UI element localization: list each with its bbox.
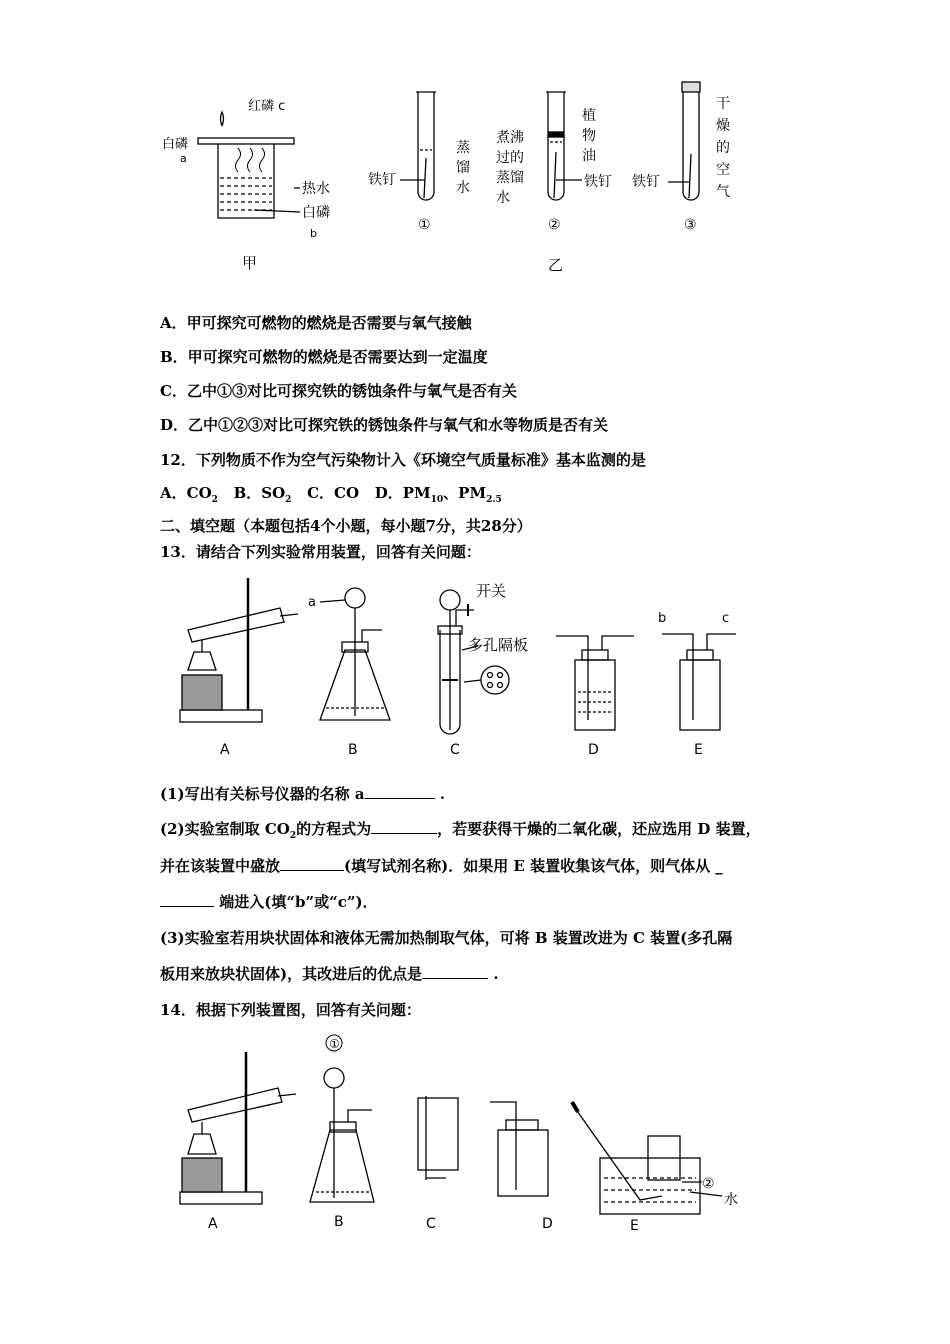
q13-part2-end [160, 891, 378, 912]
q13-part3: (3)实验室若用块状固体和液体无需加热制取气体，可将 B 装置改进为 C 装置(多孔隔 [160, 929, 733, 947]
label-nail-3: 铁钉 [632, 174, 660, 190]
q13-caption-d: D [588, 742, 599, 758]
label-dry-4: 空 [716, 162, 730, 178]
q13-label-c: c [722, 611, 730, 626]
q13-p6-text: 板用来放块状固体)，其改进后的优点是 [160, 965, 423, 983]
q14-caption-c: C [426, 1216, 436, 1232]
label-dry-1: 干 [716, 96, 730, 112]
label-tube-1: ① [418, 217, 431, 233]
blank-equation[interactable] [371, 819, 437, 834]
q13-part1 [160, 783, 445, 804]
label-dry-2: 燥 [716, 118, 730, 134]
q13-caption-c: C [450, 742, 460, 758]
caption-jia: 甲 [242, 254, 258, 272]
q14-caption-d: D [542, 1216, 553, 1232]
q14-label-water: 水 [724, 1192, 738, 1208]
q13-p2-text-c: ，若要获得干燥的二氧化碳，还应选用 D 装置， [437, 820, 761, 838]
q14-caption-a: A [208, 1216, 218, 1232]
label-white-phosphorus-a: 白磷 [162, 137, 189, 152]
q12-sub-a: 2 [211, 495, 218, 505]
blank-a[interactable] [365, 784, 435, 799]
label-hot-water: 热水 [302, 181, 330, 197]
label-oil-1: 植 [582, 108, 596, 124]
label-red-phosphorus: 红磷 c [248, 99, 286, 114]
option-b: B．甲可探究可燃物的燃烧是否需要达到一定温度 [160, 348, 488, 366]
q13-p4-text: 端进入(填“b”或“c”)． [214, 893, 378, 911]
label-dry-3: 的 [716, 140, 730, 156]
q13-caption-b: B [348, 742, 358, 758]
q12-stem: 12．下列物质不作为空气污染物计入《环境空气质量标准》基本监测的是 [160, 451, 646, 469]
label-white-phosphorus-b: 白磷 [302, 205, 330, 221]
q13-p2-text-b: 的方程式为 [296, 820, 372, 838]
blank-reagent[interactable] [280, 856, 344, 871]
q14-label-one: ① [329, 1037, 340, 1051]
q12-sub-25: 2.5 [486, 495, 502, 505]
caption-yi: 乙 [548, 256, 564, 274]
q12-opt-b: B．SO [233, 484, 286, 502]
q13-p2-sub: 2 [289, 831, 297, 841]
label-steam-3: 水 [456, 180, 470, 196]
q14-caption-e: E [630, 1218, 639, 1234]
q12-sub-b: 2 [285, 495, 292, 505]
label-dry-5: 气 [716, 184, 730, 200]
q13-p3-text: 并在该装置中盛放 [160, 857, 281, 875]
section-title: 二、填空题（本题包括4个小题，每小题7分，共28分） [160, 517, 532, 535]
q13-part2-cont [160, 855, 723, 876]
q13-p6-end: . [488, 965, 499, 983]
q12-sub-10: 10 [430, 495, 444, 505]
label-steam-1: 蒸 [456, 140, 470, 156]
q12-options [160, 482, 502, 505]
option-d: D．乙中①②③对比可探究铁的锈蚀条件与氧气和水等物质是否有关 [160, 416, 609, 434]
label-nail-2: 铁钉 [584, 174, 612, 190]
q13-p3-text-b: (填写试剂名称)．如果用 E 装置收集该气体，则气体从 _ [344, 857, 723, 875]
q12-sep: 、PM [443, 484, 487, 502]
q13-caption-e: E [694, 742, 703, 758]
q13-label-b: b [658, 611, 667, 626]
q14-caption-b: B [334, 1214, 344, 1230]
label-boiled-2: 过的 [496, 150, 524, 166]
q13-apparatus-figure [170, 570, 750, 765]
q12-opt-d: D．PM [374, 484, 431, 502]
q13-label-switch: 开关 [476, 582, 507, 600]
label-steam-2: 馏 [456, 160, 470, 176]
label-a: a [180, 152, 187, 165]
q13-p1-text: (1)写出有关标号仪器的名称 a [160, 785, 365, 803]
label-oil-3: 油 [582, 148, 596, 164]
combustion-rust-figure [150, 80, 750, 280]
label-nail-1: 铁钉 [368, 172, 396, 188]
blank-advantage[interactable] [422, 964, 488, 979]
q13-part3-cont [160, 963, 499, 984]
label-oil-2: 物 [582, 128, 596, 144]
label-b: b [310, 227, 317, 240]
label-boiled-1: 煮沸 [496, 130, 524, 146]
q14-label-two: ② [702, 1176, 715, 1192]
label-tube-2: ② [548, 217, 561, 233]
q13-p2-text: (2)实验室制取 CO [160, 820, 290, 838]
q13-label-plate: 多孔隔板 [468, 636, 529, 654]
label-boiled-3: 蒸馏 [496, 170, 524, 186]
q12-opt-c: C．CO [307, 484, 360, 502]
q12-opt-a: A．CO [160, 484, 212, 502]
blank-inlet[interactable] [160, 892, 214, 907]
q13-label-a: a [308, 595, 316, 610]
q13-stem: 13．请结合下列实验常用装置，回答有关问题： [160, 543, 481, 561]
label-boiled-4: 水 [496, 190, 510, 206]
q13-caption-a: A [220, 742, 230, 758]
label-tube-3: ③ [684, 217, 697, 233]
option-a: A．甲可探究可燃物的燃烧是否需要与氧气接触 [160, 314, 472, 332]
q13-p1-end: . [434, 785, 446, 803]
q14-stem: 14．根据下列装置图，回答有关问题： [160, 1001, 421, 1019]
option-c: C．乙中①③对比可探究铁的锈蚀条件与氧气是否有关 [160, 382, 517, 400]
q13-part2 [160, 818, 761, 841]
q14-apparatus-figure [170, 1030, 760, 1240]
